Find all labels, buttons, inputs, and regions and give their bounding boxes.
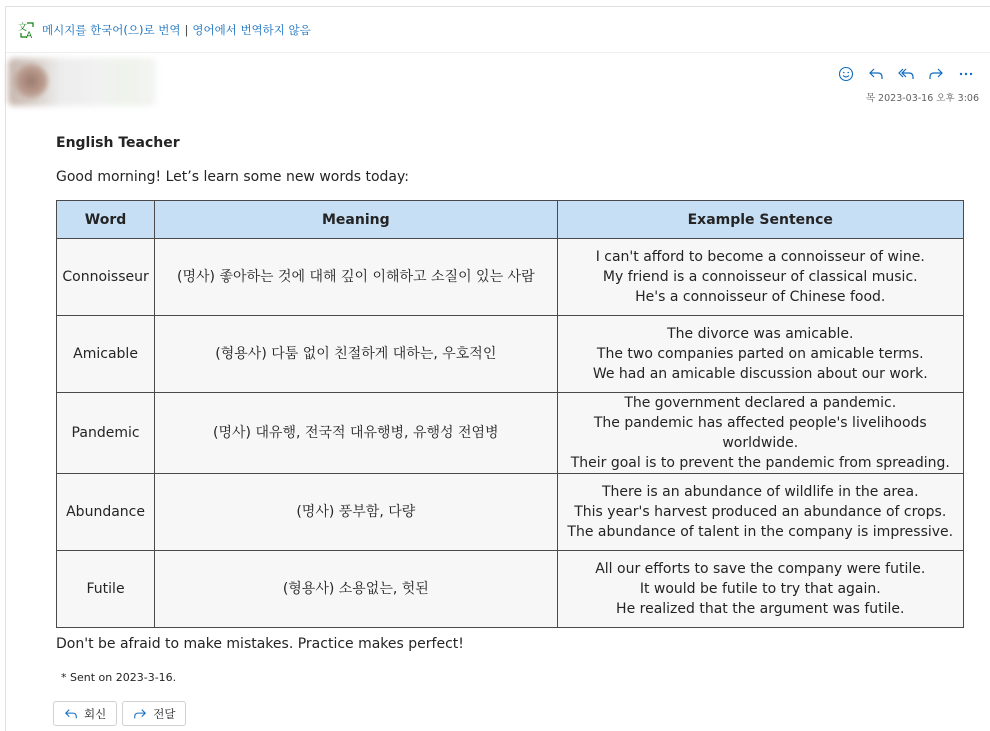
footer-forward-label: 전달 xyxy=(153,706,176,721)
translate-message-link[interactable]: 메시지를 한국어(으)로 번역 xyxy=(42,22,181,37)
forward-icon xyxy=(133,707,147,721)
footer-forward-button[interactable] xyxy=(122,701,186,726)
pane-divider-left xyxy=(5,6,6,731)
svg-text:文: 文 xyxy=(18,22,28,33)
message-timestamp: 목 2023-03-16 오후 3:06 xyxy=(865,93,979,104)
meaning-cell: (형용사) 다툼 없이 친절하게 대하는, 우호적인 xyxy=(155,316,557,393)
example-line: He realized that the argument was futile. xyxy=(616,601,905,617)
example-line: The pandemic has affected people's livelihoods worldwide. xyxy=(593,415,927,451)
footer-actions xyxy=(53,701,186,726)
example-line: He's a connoisseur of Chinese food. xyxy=(635,289,886,305)
sent-note: * Sent on 2023-3-16. xyxy=(61,671,177,684)
translate-icon xyxy=(18,21,36,39)
table-row xyxy=(57,551,964,628)
table-row xyxy=(57,393,964,474)
message-closing: Don't be afraid to make mistakes. Practice makes perfect! xyxy=(56,636,464,652)
word-cell: Amicable xyxy=(57,316,155,393)
header-word: Word xyxy=(57,201,155,239)
example-line: We had an amicable discussion about our work. xyxy=(592,366,928,382)
meaning-cell: (명사) 대유행, 전국적 대유행병, 유행성 전염병 xyxy=(155,393,557,474)
header-meaning: Meaning xyxy=(155,201,557,239)
forward-button[interactable] xyxy=(926,66,946,82)
no-translate-link[interactable]: 영어에서 번역하지 않음 xyxy=(192,22,311,37)
example-line: The two companies parted on amicable terms. xyxy=(596,346,924,362)
translation-bar xyxy=(6,7,990,53)
svg-text:A: A xyxy=(26,30,33,39)
emoji-icon xyxy=(838,66,854,82)
meaning-cell: (형용사) 소용없는, 헛된 xyxy=(155,551,557,628)
example-cell xyxy=(557,551,963,628)
footer-reply-label: 회신 xyxy=(84,706,107,721)
reply-icon xyxy=(868,66,884,82)
example-cell xyxy=(557,474,963,551)
table-row xyxy=(57,316,964,393)
message-intro: Good morning! Let’s learn some new words today: xyxy=(56,169,409,185)
message-actions xyxy=(836,66,976,82)
header-example: Example Sentence xyxy=(557,201,963,239)
meaning-cell: (명사) 좋아하는 것에 대해 깊이 이해하고 소질이 있는 사람 xyxy=(155,239,557,316)
example-line: Their goal is to prevent the pandemic from spreading. xyxy=(570,455,950,471)
reply-all-icon xyxy=(898,66,914,82)
example-line: The abundance of talent in the company is impressive. xyxy=(567,524,954,540)
vocabulary-table xyxy=(56,200,964,628)
forward-icon xyxy=(928,66,944,82)
example-line: The divorce was amicable. xyxy=(667,326,854,342)
example-line: My friend is a connoisseur of classical music. xyxy=(602,269,918,285)
example-line: The government declared a pandemic. xyxy=(624,395,897,411)
example-line: All our efforts to save the company were futile. xyxy=(595,561,926,577)
reply-all-button[interactable] xyxy=(896,66,916,82)
message-title: English Teacher xyxy=(56,135,180,151)
word-cell: Abundance xyxy=(57,474,155,551)
word-cell: Connoisseur xyxy=(57,239,155,316)
avatar[interactable] xyxy=(14,64,48,98)
more-icon xyxy=(958,66,974,82)
table-header-row xyxy=(57,201,964,239)
reply-icon xyxy=(64,707,78,721)
translate-separator: | xyxy=(184,22,189,37)
example-cell xyxy=(557,316,963,393)
footer-reply-button[interactable] xyxy=(53,701,117,726)
reply-button[interactable] xyxy=(866,66,886,82)
meaning-cell: (명사) 풍부함, 다량 xyxy=(155,474,557,551)
emoji-reaction-button[interactable] xyxy=(836,66,856,82)
word-cell: Pandemic xyxy=(57,393,155,474)
example-line: It would be futile to try that again. xyxy=(639,581,881,597)
example-line: I can't afford to become a connoisseur of wine. xyxy=(595,249,925,265)
message-body xyxy=(56,132,966,187)
table-row xyxy=(57,474,964,551)
more-actions-button[interactable] xyxy=(956,66,976,82)
table-row xyxy=(57,239,964,316)
example-cell xyxy=(557,239,963,316)
example-line: There is an abundance of wildlife in the area. xyxy=(601,484,919,500)
example-cell xyxy=(557,393,963,474)
example-line: This year's harvest produced an abundance of crops. xyxy=(574,504,947,520)
word-cell: Futile xyxy=(57,551,155,628)
